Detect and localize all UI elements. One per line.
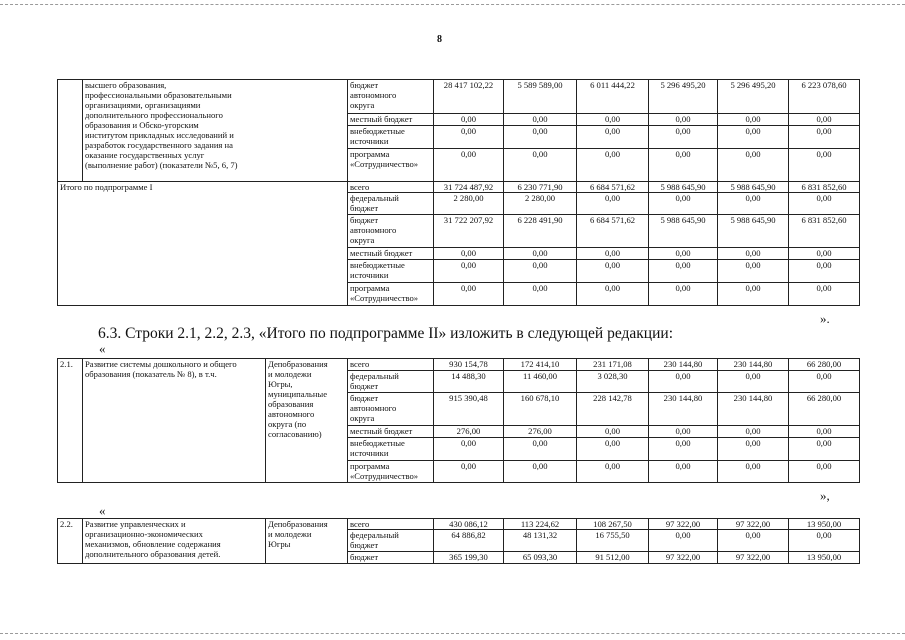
value-cell: 0,00 [789,283,860,306]
value-cell: 2 280,00 [504,193,577,215]
value-cell: 6 228 491,90 [504,215,577,248]
value-cell: 0,00 [789,438,860,461]
value-cell: 0,00 [434,438,504,461]
source-label: программа «Сотрудничество» [348,283,434,306]
value-cell: 915 390,48 [434,393,504,426]
value-cell: 230 144,80 [649,359,718,371]
value-cell: 0,00 [434,260,504,283]
value-cell: 0,00 [504,126,577,149]
closing-quote: ». [820,311,830,326]
value-cell: 230 144,80 [718,359,789,371]
value-cell: 3 028,30 [577,371,649,393]
source-label: федеральный бюджет [348,193,434,215]
table-row [58,519,860,530]
value-cell: 0,00 [789,193,860,215]
source-label: внебюджетные источники [348,438,434,461]
value-cell: 0,00 [789,530,860,552]
row-number: 2.2. [58,519,83,564]
value-cell: 6 831 852,60 [789,215,860,248]
value-cell: 0,00 [504,114,577,126]
value-cell: 0,00 [434,114,504,126]
value-cell: 0,00 [649,193,718,215]
value-cell: 91 512,00 [577,552,649,564]
value-cell: 0,00 [789,149,860,182]
value-cell: 0,00 [649,530,718,552]
value-cell: 6 230 771,90 [504,182,577,193]
source-label: федеральный бюджет [348,530,434,552]
value-cell: 0,00 [649,126,718,149]
value-cell: 11 460,00 [504,371,577,393]
source-label: программа «Сотрудничество» [348,149,434,182]
value-cell: 6 684 571,62 [577,182,649,193]
source-label: программа «Сотрудничество» [348,461,434,483]
value-cell: 0,00 [718,149,789,182]
value-cell: 97 322,00 [649,552,718,564]
source-label: бюджет [348,552,434,564]
source-label: федеральный бюджет [348,371,434,393]
value-cell: 5 296 495,20 [649,80,718,114]
value-cell: 48 131,32 [504,530,577,552]
value-cell: 230 144,80 [718,393,789,426]
source-label: местный бюджет [348,426,434,438]
value-cell: 0,00 [577,260,649,283]
value-cell: 0,00 [434,283,504,306]
value-cell: 276,00 [504,426,577,438]
table-row-2-2 [57,518,860,564]
value-cell: 97 322,00 [649,519,718,530]
value-cell: 0,00 [789,461,860,483]
description-cell: Развитие управленческих и организационно-экономических механизмов, обновление содержания дополнительного образования детей. [83,519,266,564]
value-cell: 930 154,78 [434,359,504,371]
source-label: внебюджетные источники [348,260,434,283]
value-cell: 66 280,00 [789,393,860,426]
source-label: всего [348,359,434,371]
source-label: бюджет автономного округа [348,393,434,426]
value-cell: 13 950,00 [789,519,860,530]
value-cell: 0,00 [577,461,649,483]
table-row-2-1 [57,358,860,483]
number-cell [58,80,83,182]
source-label: местный бюджет [348,114,434,126]
value-cell: 0,00 [577,114,649,126]
value-cell: 0,00 [649,461,718,483]
source-label: внебюджетные источники [348,126,434,149]
value-cell: 0,00 [434,149,504,182]
value-cell: 66 280,00 [789,359,860,371]
value-cell: 0,00 [718,248,789,260]
value-cell: 0,00 [504,149,577,182]
value-cell: 0,00 [504,438,577,461]
row-number: 2.1. [58,359,83,483]
value-cell: 97 322,00 [718,519,789,530]
value-cell: 14 488,30 [434,371,504,393]
value-cell: 0,00 [718,114,789,126]
value-cell: 5 988 645,90 [649,215,718,248]
value-cell: 6 684 571,62 [577,215,649,248]
value-cell: 0,00 [718,371,789,393]
value-cell: 0,00 [577,193,649,215]
value-cell: 31 722 207,92 [434,215,504,248]
value-cell: 172 414,10 [504,359,577,371]
value-cell: 0,00 [718,260,789,283]
value-cell: 0,00 [789,114,860,126]
value-cell: 0,00 [789,126,860,149]
value-cell: 97 322,00 [718,552,789,564]
value-cell: 0,00 [789,260,860,283]
value-cell: 0,00 [649,248,718,260]
value-cell: 0,00 [577,248,649,260]
responsible-cell: Депобразования и молодежи Югры [266,519,348,564]
value-cell: 0,00 [718,193,789,215]
source-label: всего [348,182,434,193]
table-row [58,359,860,371]
value-cell: 6 223 078,60 [789,80,860,114]
value-cell: 0,00 [789,248,860,260]
value-cell: 64 886,82 [434,530,504,552]
source-label: местный бюджет [348,248,434,260]
table-row [58,182,860,193]
value-cell: 0,00 [718,530,789,552]
value-cell: 108 267,50 [577,519,649,530]
section-heading: 6.3. Строки 2.1, 2.2, 2.3, «Итого по подпрограмме II» изложить в следующей редакции: [98,325,673,342]
value-cell: 230 144,80 [649,393,718,426]
value-cell: 0,00 [504,248,577,260]
value-cell: 0,00 [649,426,718,438]
value-cell: 0,00 [718,283,789,306]
value-cell: 0,00 [434,126,504,149]
source-label: всего [348,519,434,530]
value-cell: 365 199,30 [434,552,504,564]
value-cell: 65 093,30 [504,552,577,564]
source-label: бюджет автономного округа [348,215,434,248]
value-cell: 160 678,10 [504,393,577,426]
value-cell: 6 011 444,22 [577,80,649,114]
value-cell: 0,00 [649,371,718,393]
value-cell: 0,00 [649,260,718,283]
value-cell: 0,00 [718,126,789,149]
value-cell: 0,00 [434,461,504,483]
scan-top-edge [0,4,905,5]
value-cell: 0,00 [789,426,860,438]
value-cell: 0,00 [718,438,789,461]
value-cell: 0,00 [504,461,577,483]
source-label: бюджет автономного округа [348,80,434,114]
value-cell: 231 171,08 [577,359,649,371]
value-cell: 0,00 [434,248,504,260]
value-cell: 113 224,62 [504,519,577,530]
value-cell: 0,00 [504,260,577,283]
value-cell: 31 724 487,92 [434,182,504,193]
responsible-cell: Депобразования и молодежи Югры, муниципальные образования автономного округа (по согласованию) [266,359,348,483]
description-cell: Развитие системы дошкольного и общего образования (показатель № 8), в т.ч. [83,359,266,483]
value-cell: 0,00 [577,126,649,149]
value-cell: 5 296 495,20 [718,80,789,114]
value-cell: 276,00 [434,426,504,438]
value-cell: 5 589 589,00 [504,80,577,114]
value-cell: 0,00 [577,438,649,461]
value-cell: 2 280,00 [434,193,504,215]
description-cell: высшего образования, профессиональными образовательными организациями, организациями дополнительного профессионального образования и Обско-угорским институтом прикладных исследований и разработок государственного задания на оказание государственных услуг (выполнение работ) (показатели №5, 6, 7) [83,80,348,182]
value-cell: 0,00 [789,371,860,393]
value-cell: 28 417 102,22 [434,80,504,114]
value-cell: 5 988 645,90 [718,215,789,248]
value-cell: 0,00 [577,283,649,306]
value-cell: 5 988 645,90 [649,182,718,193]
value-cell: 0,00 [649,438,718,461]
value-cell: 0,00 [649,283,718,306]
page-number: 8 [437,34,442,45]
value-cell: 16 755,50 [577,530,649,552]
total-label: Итого по подпрограмме I [58,182,348,306]
closing-quote: », [820,488,830,503]
value-cell: 0,00 [718,461,789,483]
value-cell: 13 950,00 [789,552,860,564]
table-row [58,80,860,114]
value-cell: 0,00 [649,149,718,182]
value-cell: 6 831 852,60 [789,182,860,193]
value-cell: 228 142,78 [577,393,649,426]
value-cell: 0,00 [649,114,718,126]
value-cell: 430 086,12 [434,519,504,530]
value-cell: 0,00 [577,426,649,438]
opening-quote: « [99,503,106,518]
table-subprogram-1 [57,79,860,306]
value-cell: 0,00 [504,283,577,306]
value-cell: 0,00 [718,426,789,438]
scan-bottom-edge [0,633,905,634]
value-cell: 0,00 [577,149,649,182]
value-cell: 5 988 645,90 [718,182,789,193]
opening-quote: « [99,341,106,356]
